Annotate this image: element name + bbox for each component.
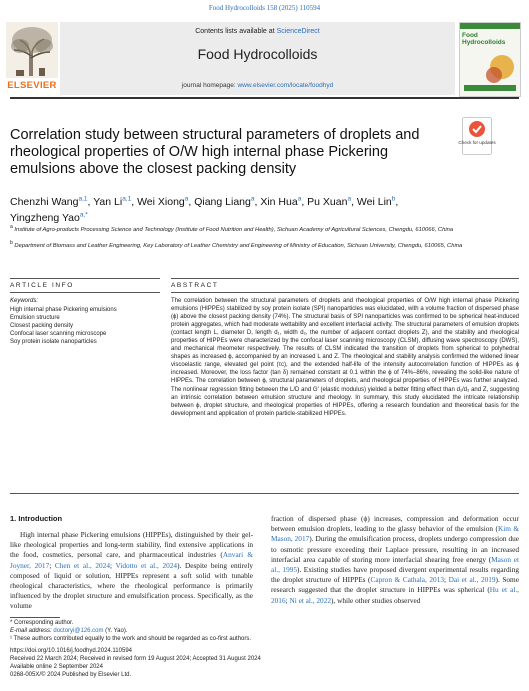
publisher-logo-text: ELSEVIER [7, 80, 57, 91]
citation-link[interactable]: Ni et al., 2022 [289, 595, 331, 605]
contents-prefix: Contents lists available at [195, 28, 277, 35]
homepage-line [60, 82, 455, 89]
equal-contribution-note: ¹ These authors contributed equally to the work and should be regarded as co-first authors. [10, 636, 252, 642]
intro-left-column: High internal phase Pickering emulsions (HIPPEs), distinguished by their gel-like rheological properties and long-term stability, find extensive applications in the food, cosmetics, personal care, and pharmaceutical industries (Anvari & Joyner, 2017; Chen et al., 2024; Vidotto et al., 2024). Despite being entirely composed of liquid or solution, HIPPEs represent a soft solid with tunable rheological characteristics, where the rheological performance is primarily influenced by the droplet structure and emulsification process. Specifically, as the volume [10, 530, 254, 611]
available-online: Available online 2 September 2024 [10, 664, 103, 670]
citation-link[interactable]: Anvari & Joyner, 2017 [10, 550, 254, 570]
footnote-rule [10, 617, 60, 618]
section-rule [10, 278, 160, 279]
citation-link[interactable]: Capron & Cathala, 2013 [370, 575, 444, 585]
copyright: 0268-005X/© 2024 Published by Elsevier Ltd. [10, 672, 132, 678]
homepage-prefix: journal homepage: [181, 82, 238, 89]
author[interactable]: Wei Xiong$^a$, [137, 195, 195, 208]
abstract-heading: ABSTRACT [171, 282, 219, 289]
affiliation: $^a$ Institute of Agro-products Processing Science and Technology (Institute of Food Nutrition and Health), Sichuan Academy of Agricultural Sciences, Chengdu, 610066, China [10, 224, 454, 233]
keyword-list [10, 306, 160, 346]
citation-link[interactable]: Mason et al., 1995 [271, 554, 519, 575]
introduction-heading: 1. Introduction [10, 514, 63, 523]
author[interactable]: Wei Lin$^b$, [356, 195, 399, 208]
author[interactable]: Xin Hua$^a$, [260, 195, 308, 208]
keyword: High internal phase Pickering emulsions [10, 307, 117, 313]
citation-link[interactable]: Vidotto et al., 2024 [115, 560, 178, 570]
article-info-heading: ARTICLE INFO [10, 282, 74, 289]
citation-link[interactable]: Chen et al., 2024 [54, 560, 110, 570]
section-rule [10, 292, 160, 293]
keyword: Emulsion structure [10, 315, 60, 321]
section-rule [10, 493, 519, 494]
author[interactable]: Yan Li$^{a,1}$, [93, 195, 138, 208]
author-list [10, 192, 510, 225]
author[interactable]: Yingzheng Yao$^{a,*}$ [10, 211, 88, 224]
keywords-label: Keywords: [10, 298, 39, 304]
check-for-updates-badge[interactable] [458, 117, 496, 155]
author[interactable]: Chenzhi Wang$^{a,1}$, [10, 195, 94, 208]
citation-link[interactable]: Hu et al., 2016 [271, 585, 520, 605]
doi-link[interactable]: https://doi.org/10.1016/j.foodhyd.2024.110594 [10, 648, 132, 654]
received-dates: Received 22 March 2024; Received in revised form 19 August 2024; Accepted 31 August 2024 [10, 656, 261, 662]
header-rule [10, 97, 519, 99]
corresponding-author-note: * Corresponding author. [10, 620, 74, 626]
keyword: Confocal laser scanning microscope [10, 331, 107, 337]
author[interactable]: Qiang Liang$^a$, [194, 195, 261, 208]
section-rule [171, 292, 519, 293]
citation-link[interactable]: Dai et al., 2019 [448, 575, 496, 585]
email-note: E-mail address: doctoryi@126.com (Y. Yao). [10, 628, 128, 634]
section-rule [171, 278, 519, 279]
cover-title: Food Hydrocolloids [462, 32, 506, 46]
affiliation: $^b$ Department of Biomass and Leather Engineering, Key Laboratory of Leather Chemistry and Engineering of Ministry of Education, Sichuan University, Chengdu, 610065, China [10, 240, 463, 249]
journal-citation[interactable]: Food Hydrocolloids 158 (2025) 110594 [208, 4, 321, 12]
article-title: Correlation study between structural parameters of droplets and rheological properties of O/W high internal phase Pickering emulsions above the closest packing density [10, 127, 420, 177]
check-updates-label: Check for updates [458, 140, 496, 145]
keyword: Closest packing density [10, 323, 74, 329]
citation-link[interactable]: Kim & Mason, 2017 [271, 524, 519, 544]
contents-line [60, 28, 455, 35]
journal-name: Food Hydrocolloids [197, 46, 318, 62]
keyword: Soy protein isolate nanoparticles [10, 339, 97, 345]
author[interactable]: Pu Xuan$^a$, [307, 195, 357, 208]
sciencedirect-link[interactable]: ScienceDirect [276, 28, 320, 35]
email-link[interactable]: doctoryi@126.com [53, 628, 104, 634]
homepage-link[interactable]: www.elsevier.com/locate/foodhyd [237, 82, 334, 89]
intro-right-column: fraction of dispersed phase (ϕ) increases, compression and deformation occur between emulsion droplets, leading to the glassy behavior of the emulsion (Kim & Mason, 2017). During the emulsification process, droplets undergo compression due to osmotic pressure exceeding their Laplace pressure, resulting in an increased interfacial area capable of storing more interfacial shearing free energy (Mason et al., 1995). Existing studies have proposed divergent experimental results regarding the droplet structure of HIPPEs (Capron & Cathala, 2013; Dai et al., 2019). Some research suggested that the droplet structure in HIPPEs was spherical (Hu et al., 2016; Ni et al., 2022), while other studies observed [271, 514, 520, 605]
abstract-text: The correlation between the structural parameters of droplets and rheological properties of O/W high internal phase Pickering emulsions (HIPPEs) stabilized by soy protein isolate (SPI) nanoparticles was elucidated, with a volume fraction of dispersed phase (ϕ) above the closest packing density (74%). The structural basis of SPI nanoparticles was confirmed to be spherical heat-induced protein aggregates, which had moderate wettability and excellent interfacial activity. The structural parameters of emulsion droplets (contact length L, diameter D, length d₁, width d₂, the number of adjacent contact droplets Z), and the stability and rheological properties of HIPPEs were characterized by the confocal laser scanning microscopy (CLSM), diffusing wave spectroscopy (DWS), and mechanical rheometer respectively. The results of CLSM indicated the transition of droplets from spherical to polyhedral shapes as increased ϕ, accompanied by an increased L and Z. The rheological and stability analysis confirmed the widened linear viscoelastic range, elevated gel point (τc), and the extended half-life of the intensity autocorrelation function of HIPPEs as ϕ increased. Moreover, the loss factor (tan δ) remained constant at 0.1 within the ϕ of 74%–86%, revealing the solid-like nature of HIPPEs. The correlation between ϕ, structural parameters of droplets, and rheological properties of HIPPEs was further analyzed. The nonlinear regression fitting between the L/D and G′ (elastic modulus) yielded a better fitting effect than d₁/d₂ and Z, suggesting an intrinsic correlation between emulsion structure and rheology. In summary, this study elucidated the intricate relationship between ϕ, droplet structure, and rheological properties of HIPPEs, offering a research foundation and theoretical basis for the development and application of protein particle-stabilized HIPPEs. [171, 298, 519, 417]
